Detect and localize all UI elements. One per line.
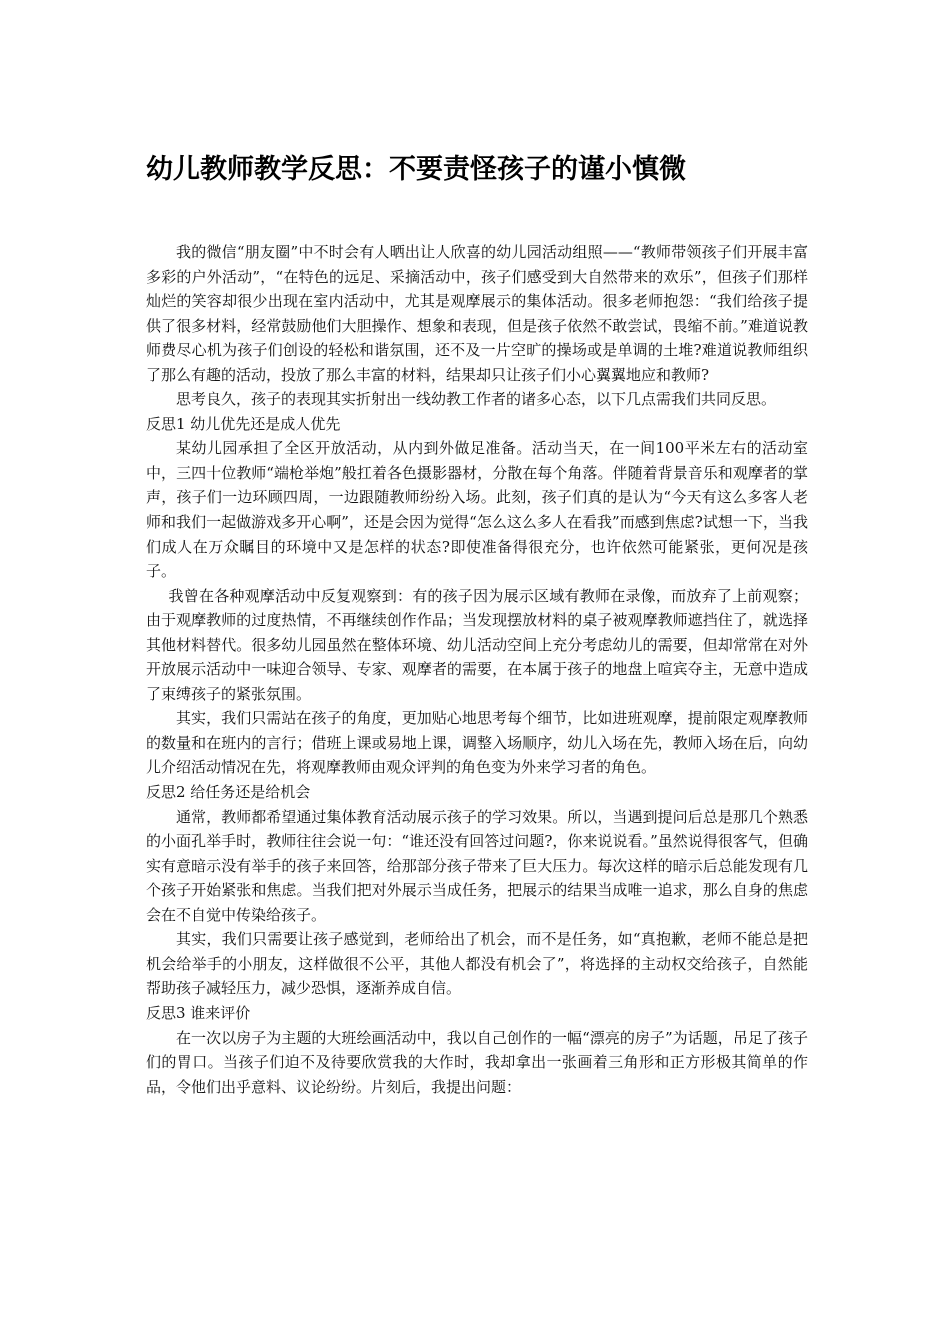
body-paragraph: 通常，教师都希望通过集体教育活动展示孩子的学习效果。所以，当遇到提问后总是那几个熟悉的小面孔举手时，教师往往会说一句：“谁还没有回答过问题?，你来说说看。”虽然说得很客气，但确实有意暗示没有举手的孩子来回答，给那部分孩子带来了巨大压力。每次这样的暗示后总能发现有几个孩子开始紧张和焦虑。当我们把对外展示当成任务，把展示的结果当成唯一追求，那么自身的焦虑会在不自觉中传染给孩子。 [146, 807, 808, 924]
document-body [146, 240, 808, 1099]
body-paragraph: 思考良久，孩子的表现其实折射出一线幼教工作者的诸多心态，以下几点需我们共同反思。 [176, 390, 777, 409]
body-paragraph: 我曾在各种观摩活动中反复观察到：有的孩子因为展示区域有教师在录像，而放弃了上前观察；由于观摩教师的过度热情，不再继续创作作品；当发现摆放材料的桌子被观摩教师遮挡住了，就选择其他材料替代。很多幼儿园虽然在整体环境、幼儿活动空间上充分考虑幼儿的需要，但却常常在对外开放展示活动中一味迎合领导、专家、观摩者的需要，在本属于孩子的地盘上喧宾夺主，无意中造成了束缚孩子的紧张氛围。 [146, 586, 808, 703]
body-paragraph: 我的微信“朋友圈”中不时会有人晒出让人欣喜的幼儿园活动组照——“教师带领孩子们开展丰富多彩的户外活动”，“在特色的远足、采摘活动中，孩子们感受到大自然带来的欢乐”，但孩子们那样灿烂的笑容却很少出现在室内活动中，尤其是观摩展示的集体活动。很多老师抱怨：“我们给孩子提供了很多材料，经常鼓励他们大胆操作、想象和表现，但是孩子依然不敢尝试，畏缩不前。”难道说教师费尽心机为孩子们创设的轻松和谐氛围，还不及一片空旷的操场或是单调的土堆?难道说教师组织了那么有趣的活动，投放了那么丰富的材料，结果却只让孩子们小心翼翼地应和教师? [146, 243, 808, 384]
body-paragraph: 某幼儿园承担了全区开放活动，从内到外做足准备。活动当天，在一间100平米左右的活动室中，三四十位教师“端枪举炮”般扛着各色摄影器材，分散在每个角落。伴随着背景音乐和观摩者的掌声，孩子们一边环顾四周，一边跟随教师纷纷入场。此刻，孩子们真的是认为“今天有这么多客人老师和我们一起做游戏多开心啊”，还是会因为觉得“怎么这么多人在看我”而感到焦虑?试想一下，当我们成人在万众瞩目的环境中又是怎样的状态?即使准备得很充分，也许依然可能紧张，更何况是孩子。 [146, 439, 808, 581]
document-title: 幼儿教师教学反思：不要责怪孩子的谨小慎微 [146, 154, 686, 185]
section-heading: 反思3 谁来评价 [146, 1003, 251, 1022]
section-heading: 反思1 幼儿优先还是成人优先 [146, 414, 341, 433]
body-paragraph: 其实，我们只需要让孩子感觉到，老师给出了机会，而不是任务，如“真抱歉，老师不能总是把机会给举手的小朋友，这样做很不公平，其他人都没有机会了”，将选择的主动权交给孩子，自然能帮助孩子减轻压力，减少恐惧，逐渐养成自信。 [146, 930, 808, 998]
body-paragraph: 其实，我们只需站在孩子的角度，更加贴心地思考每个细节，比如进班观摩，提前限定观摩教师的数量和在班内的言行；借班上课或易地上课，调整入场顺序，幼儿入场在先，教师入场在后，向幼儿介绍活动情况在先，将观摩教师由观众评判的角色变为外来学习者的角色。 [146, 709, 808, 777]
body-paragraph: 在一次以房子为主题的大班绘画活动中，我以自己创作的一幅“漂亮的房子”为话题，吊足了孩子们的胃口。当孩子们迫不及待要欣赏我的大作时，我却拿出一张画着三角形和正方形极其简单的作品，令他们出乎意料、议论纷纷。片刻后，我提出问题： [146, 1028, 808, 1096]
section-heading: 反思2 给任务还是给机会 [146, 783, 311, 802]
